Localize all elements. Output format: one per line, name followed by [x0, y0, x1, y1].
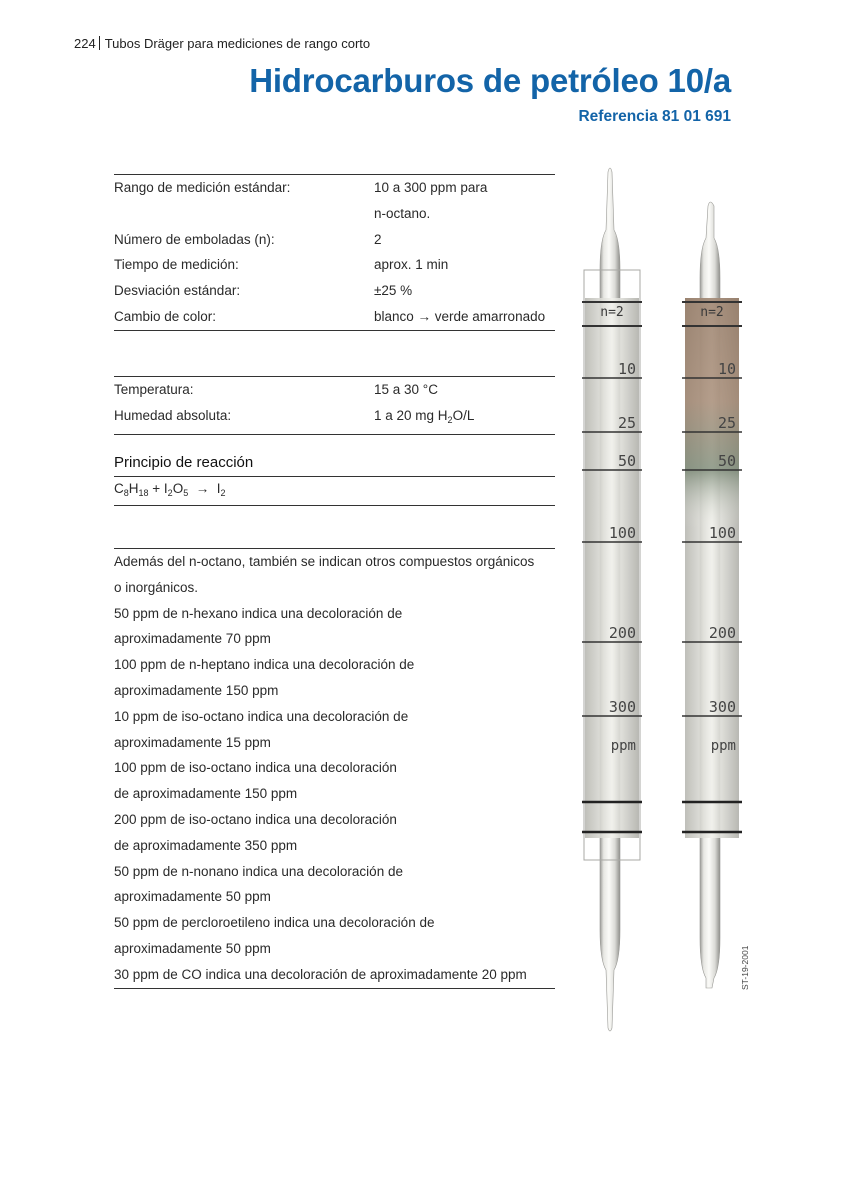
detector-tubes-image — [572, 160, 762, 1040]
note-line: 100 ppm de n-heptano indica una decoloración de — [114, 657, 415, 673]
row-value: 15 a 30 °C — [374, 382, 438, 397]
note-line: aproximadamente 50 ppm — [114, 889, 271, 905]
row-value: blanco → verde amarronado — [374, 308, 546, 324]
tube-unused — [584, 168, 640, 1031]
scale-label: 25 — [717, 414, 736, 432]
scale-unit: ppm — [610, 738, 636, 754]
table-row — [114, 252, 555, 278]
row-value: 10 a 300 ppm para — [374, 180, 488, 195]
note-line: o inorgánicos. — [114, 579, 199, 595]
scale-label: 100 — [708, 524, 736, 542]
stroke-marking-label: n=2 — [600, 305, 624, 320]
section-bottom-rule — [114, 505, 555, 506]
photo-credit-container — [740, 940, 752, 990]
header-separator — [99, 36, 100, 50]
row-label: Humedad absoluta: — [114, 407, 232, 423]
scale-unit: ppm — [710, 738, 736, 754]
scale-label: 25 — [617, 414, 636, 432]
row-label: Rango de medición estándar: — [114, 180, 291, 195]
scale-label: 50 — [717, 452, 736, 470]
specs-table — [114, 174, 555, 331]
table-row — [114, 278, 555, 304]
row-value: aprox. 1 min — [374, 257, 449, 273]
table-bottom-rule — [114, 434, 555, 435]
page-number: 224 — [74, 36, 96, 51]
page-title: Hidrocarburos de petróleo 10/a — [249, 62, 731, 99]
note-line: aproximadamente 50 ppm — [114, 940, 271, 956]
scale-label: 50 — [617, 452, 636, 470]
note-line: 50 ppm de n-hexano indica una decoloración de — [114, 605, 403, 621]
scale-label: 300 — [608, 698, 636, 716]
reference-number: Referencia 81 01 691 — [578, 108, 731, 125]
note-line: 30 ppm de CO indica una decoloración de aproximadamente 20 ppm — [114, 966, 527, 982]
note-line: 100 ppm de iso-octano indica una decoloración — [114, 760, 397, 776]
row-value: ±25 % — [374, 283, 413, 299]
note-line: 200 ppm de iso-octano indica una decoloración — [114, 811, 397, 827]
photo-credit: ST-19-2001 — [740, 945, 750, 990]
scale-label: 200 — [608, 624, 636, 642]
note-line: Además del n-octano, también se indican otros compuestos orgánicos — [114, 554, 535, 569]
note-line: de aproximadamente 150 ppm — [114, 786, 298, 802]
scale-label: 300 — [708, 698, 736, 716]
scale-label: 100 — [608, 524, 636, 542]
row-label — [114, 201, 374, 227]
table-row — [114, 201, 555, 227]
note-line: 10 ppm de iso-octano indica una decoloración de — [114, 708, 409, 724]
cross-sensitivity-notes — [114, 548, 555, 989]
scale-label: 200 — [708, 624, 736, 642]
note-line: de aproximadamente 350 ppm — [114, 837, 298, 853]
reaction-formula: $C_8H_{18} + I_2O_5 \to I_2$ — [114, 481, 226, 498]
table-row — [114, 403, 555, 434]
conditions-table — [114, 376, 555, 435]
page-header — [74, 36, 370, 51]
table-bottom-rule — [114, 330, 555, 331]
scale-label: 10 — [617, 360, 636, 378]
row-label: Tiempo de medición: — [114, 257, 239, 273]
reaction-section — [114, 450, 555, 506]
scale-label: 10 — [717, 360, 736, 378]
row-value: 1 a 20 mg $H_2O/L$ — [374, 407, 475, 425]
row-label: Desviación estándar: — [114, 283, 241, 299]
row-value: n-octano. — [374, 205, 431, 221]
table-row — [114, 304, 555, 330]
note-line: 50 ppm de percloroetileno indica una decoloración de — [114, 915, 435, 931]
row-label: Temperatura: — [114, 382, 194, 397]
row-value: 2 — [374, 231, 382, 247]
running-title: Tubos Dräger para mediciones de rango corto — [104, 36, 371, 51]
row-label: Número de emboladas (n): — [114, 231, 275, 247]
note-line: aproximadamente 150 ppm — [114, 682, 279, 698]
note-line: aproximadamente 70 ppm — [114, 631, 271, 647]
note-line: aproximadamente 15 ppm — [114, 734, 271, 750]
table-row — [114, 227, 555, 253]
table-row — [114, 175, 555, 201]
section-title: Principio de reacción — [114, 454, 254, 471]
stroke-marking-label: n=2 — [700, 305, 724, 320]
row-label: Cambio de color: — [114, 308, 217, 324]
table-row — [114, 377, 555, 403]
note-line: 50 ppm de n-nonano indica una decoloración de — [114, 863, 403, 879]
notes-bottom-rule — [114, 988, 555, 989]
